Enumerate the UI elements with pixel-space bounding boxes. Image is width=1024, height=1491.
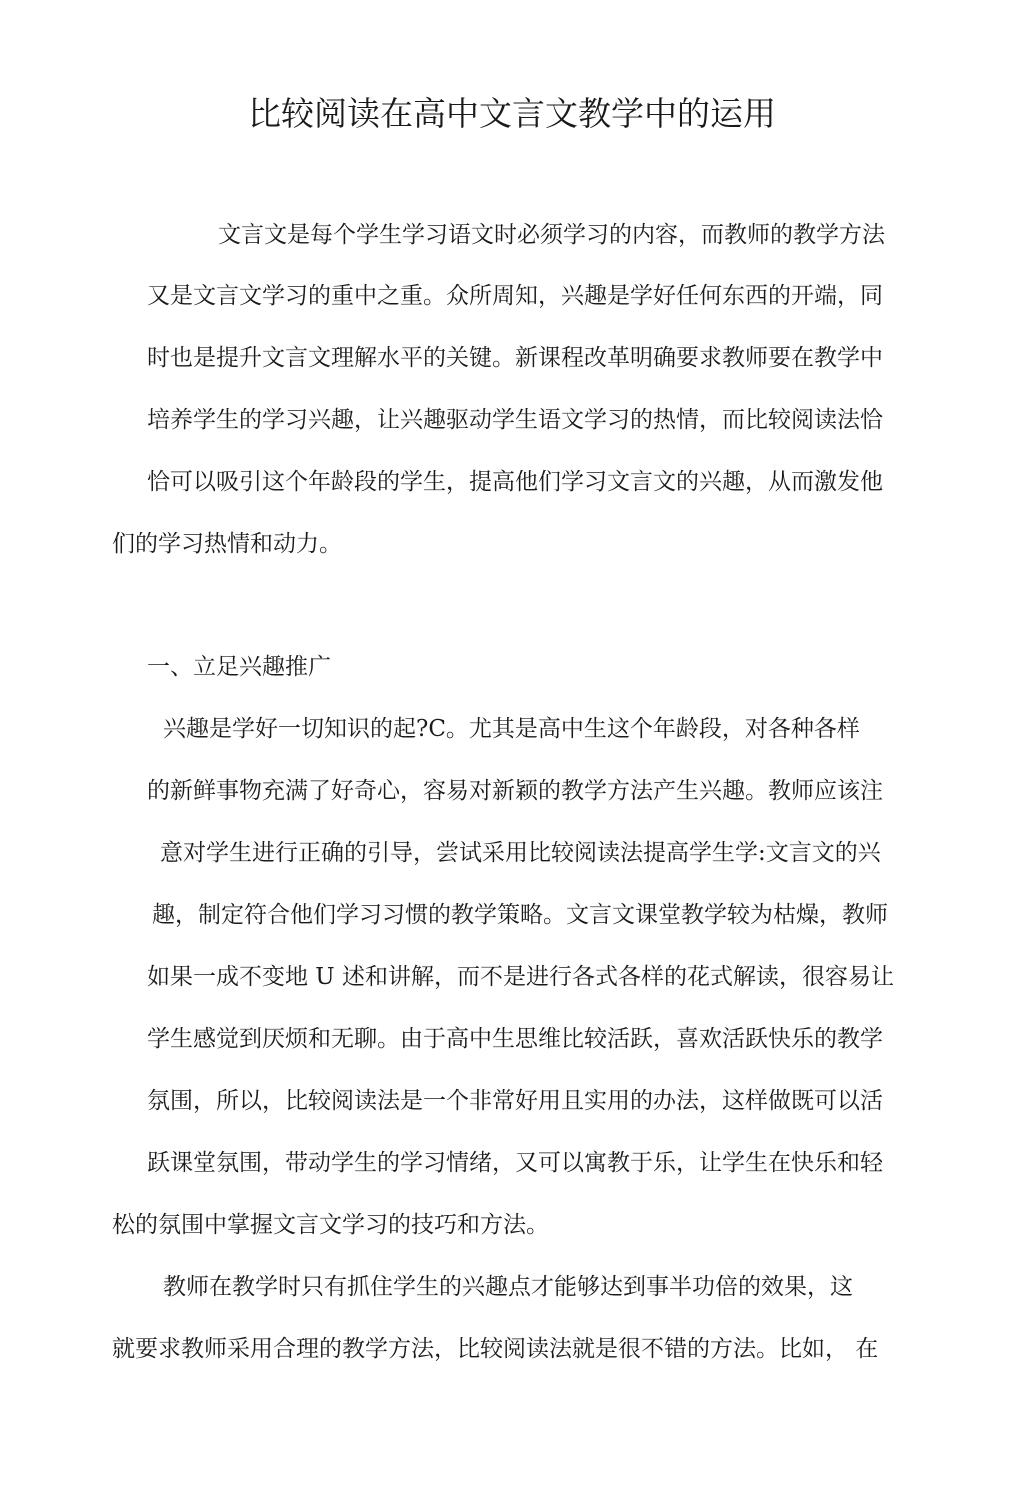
paragraph-line: 的新鲜事物充满了好奇心，容易对新颖的教学方法产生兴趣。教师应该注	[147, 778, 883, 804]
paragraph-line: 兴趣是学好一切知识的起?C。尤其是高中生这个年龄段，对各种各样	[163, 716, 860, 742]
paragraph-line: 学生感觉到厌烦和无聊。由于高中生思维比较活跃，喜欢活跃快乐的教学	[147, 1026, 883, 1052]
paragraph-line: 培养学生的学习兴趣，让兴趣驱动学生语文学习的热情，而比较阅读法恰	[147, 407, 883, 433]
paragraph-line: 趣，制定符合他们学习习惯的教学策略。文言文课堂教学较为枯燥，教师	[152, 902, 888, 928]
section-heading: 一、立足兴趣推广	[147, 654, 331, 680]
paragraph-line: 又是文言文学习的重中之重。众所周知，兴趣是学好任何东西的开端，同	[147, 283, 883, 309]
paragraph-line: 意对学生进行正确的引导，尝试采用比较阅读法提高学生学:文言文的兴	[160, 840, 881, 866]
paragraph-line: 松的氛围中掌握文言文学习的技巧和方法。	[112, 1212, 549, 1238]
paragraph-line: 就要求教师采用合理的教学方法，比较阅读法就是很不错的方法。比如， 在	[112, 1336, 879, 1362]
paragraph-line: 跃课堂氛围，带动学生的学习情绪，又可以寓教于乐，让学生在快乐和轻	[147, 1150, 883, 1176]
paragraph-line: 如果一成不变地 U 述和讲解，而不是进行各式各样的花式解读，很容易让	[147, 964, 895, 990]
paragraph-line: 们的学习热情和动力。	[112, 531, 342, 557]
paragraph-line: 时也是提升文言文理解水平的关键。新课程改革明确要求教师要在教学中	[147, 345, 883, 371]
document-title: 比较阅读在高中文言文教学中的运用	[248, 94, 776, 133]
paragraph-line: 氛围，所以，比较阅读法是一个非常好用且实用的办法，这样做既可以活	[147, 1088, 883, 1114]
paragraph-line: 文言文是每个学生学习语文时必须学习的内容，而教师的教学方法	[218, 222, 885, 248]
paragraph-line: 教师在教学时只有抓住学生的兴趣点才能够达到事半功倍的效果，这	[163, 1274, 853, 1300]
paragraph-line: 恰可以吸引这个年龄段的学生，提高他们学习文言文的兴趣，从而激发他	[147, 469, 883, 495]
